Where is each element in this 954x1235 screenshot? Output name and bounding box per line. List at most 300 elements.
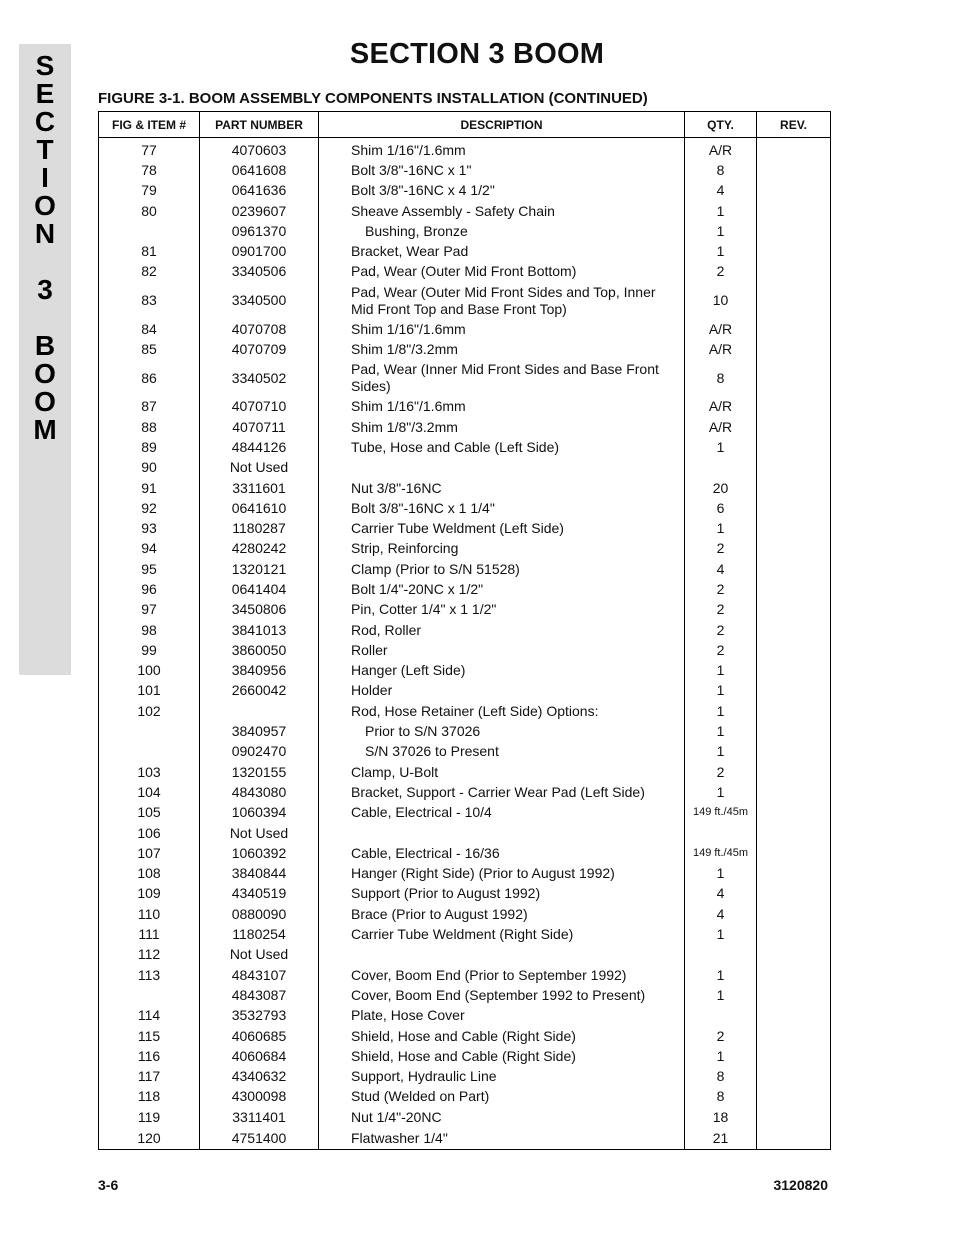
qty-cell	[685, 458, 757, 478]
qty-cell: 1	[685, 1046, 757, 1066]
rev-cell	[757, 437, 831, 457]
description-cell: Shim 1/8"/3.2mm	[319, 339, 685, 359]
description-cell: Shim 1/16"/1.6mm	[319, 138, 685, 161]
qty-cell: A/R	[685, 339, 757, 359]
description-cell: Pad, Wear (Inner Mid Front Sides and Base Front Sides)	[319, 360, 685, 397]
table-row	[99, 640, 831, 660]
part-number-cell: 1320155	[200, 762, 319, 782]
fig-item-cell: 109	[99, 884, 200, 904]
section-title: SECTION 3 BOOM	[349, 38, 605, 70]
part-number-cell: 3340502	[200, 360, 319, 397]
table-row	[99, 924, 831, 944]
rev-cell	[757, 518, 831, 538]
table-row	[99, 138, 831, 161]
fig-item-cell: 115	[99, 1026, 200, 1046]
fig-item-cell: 94	[99, 539, 200, 559]
fig-item-cell: 80	[99, 201, 200, 221]
qty-cell: 1	[685, 965, 757, 985]
table-row	[99, 518, 831, 538]
part-number-cell: 4070708	[200, 319, 319, 339]
side-tab-letter: I	[41, 162, 49, 193]
table-row	[99, 985, 831, 1005]
description-cell: Bolt 3/8"-16NC x 1"	[319, 160, 685, 180]
fig-item-cell: 101	[99, 681, 200, 701]
part-number-cell: 0902470	[200, 742, 319, 762]
fig-item-cell: 119	[99, 1107, 200, 1127]
rev-cell	[757, 458, 831, 478]
part-number-cell: 4843107	[200, 965, 319, 985]
side-tab-letter: E	[35, 78, 55, 109]
description-cell: Hanger (Left Side)	[319, 661, 685, 681]
table-row	[99, 181, 831, 201]
part-number-cell: 4340519	[200, 884, 319, 904]
table-row	[99, 241, 831, 261]
page-number: 3-6	[98, 1177, 119, 1193]
rev-cell	[757, 864, 831, 884]
fig-item-cell: 87	[99, 397, 200, 417]
description-cell: Prior to S/N 37026	[319, 721, 685, 741]
part-number-cell: 4844126	[200, 437, 319, 457]
qty-cell: A/R	[685, 397, 757, 417]
part-number-cell: 4060684	[200, 1046, 319, 1066]
fig-item-cell: 102	[99, 701, 200, 721]
table-row	[99, 417, 831, 437]
table-row	[99, 339, 831, 359]
qty-cell: 2	[685, 262, 757, 282]
part-number-cell: 0641636	[200, 181, 319, 201]
description-cell: Pad, Wear (Outer Mid Front Bottom)	[319, 262, 685, 282]
qty-cell	[685, 1006, 757, 1026]
qty-cell: 1	[685, 742, 757, 762]
fig-item-cell	[99, 221, 200, 241]
qty-cell: 1	[685, 241, 757, 261]
qty-cell: 2	[685, 539, 757, 559]
qty-cell	[685, 945, 757, 965]
qty-cell: 6	[685, 498, 757, 518]
table-row	[99, 559, 831, 579]
fig-item-cell: 108	[99, 864, 200, 884]
table-row	[99, 945, 831, 965]
qty-cell: 149 ft./45m	[685, 843, 757, 863]
description-cell: Nut 1/4"-20NC	[319, 1107, 685, 1127]
table-row	[99, 884, 831, 904]
part-number-cell: 3311401	[200, 1107, 319, 1127]
rev-cell	[757, 823, 831, 843]
rev-cell	[757, 661, 831, 681]
fig-item-cell: 82	[99, 262, 200, 282]
part-number-cell: Not Used	[200, 823, 319, 843]
fig-item-cell: 110	[99, 904, 200, 924]
rev-cell	[757, 681, 831, 701]
rev-cell	[757, 360, 831, 397]
part-number-cell: 3532793	[200, 1006, 319, 1026]
part-number-cell: 0239607	[200, 201, 319, 221]
table-row	[99, 843, 831, 863]
rev-cell	[757, 924, 831, 944]
rev-cell	[757, 559, 831, 579]
qty-cell: 1	[685, 701, 757, 721]
qty-cell: A/R	[685, 138, 757, 161]
part-number-cell: 3841013	[200, 620, 319, 640]
description-cell: Cover, Boom End (Prior to September 1992)	[319, 965, 685, 985]
part-number-cell: 4070603	[200, 138, 319, 161]
description-cell: Support, Hydraulic Line	[319, 1066, 685, 1086]
part-number-cell: 3840844	[200, 864, 319, 884]
rev-cell	[757, 339, 831, 359]
description-cell: Cable, Electrical - 10/4	[319, 803, 685, 823]
description-cell: Shim 1/8"/3.2mm	[319, 417, 685, 437]
rev-cell	[757, 600, 831, 620]
rev-cell	[757, 742, 831, 762]
table-row	[99, 904, 831, 924]
description-cell: Bolt 3/8"-16NC x 1 1/4"	[319, 498, 685, 518]
fig-item-cell	[99, 742, 200, 762]
rev-cell	[757, 884, 831, 904]
description-cell: Support (Prior to August 1992)	[319, 884, 685, 904]
description-cell: Carrier Tube Weldment (Left Side)	[319, 518, 685, 538]
description-cell: Cable, Electrical - 16/36	[319, 843, 685, 863]
part-number-cell: 0880090	[200, 904, 319, 924]
fig-item-cell: 111	[99, 924, 200, 944]
rev-cell	[757, 1127, 831, 1150]
qty-cell: 8	[685, 1066, 757, 1086]
part-number-cell: Not Used	[200, 945, 319, 965]
table-row	[99, 319, 831, 339]
description-cell: Strip, Reinforcing	[319, 539, 685, 559]
table-row	[99, 458, 831, 478]
rev-cell	[757, 1046, 831, 1066]
figure-title: FIGURE 3-1. BOOM ASSEMBLY COMPONENTS INSTALLATION (CONTINUED)	[98, 90, 648, 107]
part-number-cell: 3840957	[200, 721, 319, 741]
table-row	[99, 803, 831, 823]
part-number-cell: 3450806	[200, 600, 319, 620]
part-number-cell: 4070710	[200, 397, 319, 417]
fig-item-cell: 112	[99, 945, 200, 965]
fig-item-cell: 84	[99, 319, 200, 339]
fig-item-cell: 103	[99, 762, 200, 782]
rev-cell	[757, 803, 831, 823]
description-cell: Rod, Roller	[319, 620, 685, 640]
parts-table	[98, 111, 831, 1150]
rev-cell	[757, 539, 831, 559]
table-row	[99, 823, 831, 843]
rev-cell	[757, 319, 831, 339]
description-cell	[319, 945, 685, 965]
parts-table-header	[99, 112, 831, 138]
table-row	[99, 579, 831, 599]
description-cell: Pin, Cotter 1/4" x 1 1/2"	[319, 600, 685, 620]
qty-cell	[685, 823, 757, 843]
part-number-cell: 4280242	[200, 539, 319, 559]
section-side-tab	[19, 44, 71, 675]
table-row	[99, 1087, 831, 1107]
description-cell: Carrier Tube Weldment (Right Side)	[319, 924, 685, 944]
qty-cell: 10	[685, 282, 757, 319]
rev-cell	[757, 579, 831, 599]
description-cell: Stud (Welded on Part)	[319, 1087, 685, 1107]
part-number-cell: 0641610	[200, 498, 319, 518]
fig-item-cell: 81	[99, 241, 200, 261]
rev-cell	[757, 843, 831, 863]
table-row	[99, 160, 831, 180]
table-row	[99, 620, 831, 640]
description-cell: Bracket, Wear Pad	[319, 241, 685, 261]
fig-item-cell	[99, 985, 200, 1005]
table-row	[99, 360, 831, 397]
table-row	[99, 1006, 831, 1026]
fig-item-cell: 117	[99, 1066, 200, 1086]
fig-item-cell: 100	[99, 661, 200, 681]
qty-cell: 1	[685, 201, 757, 221]
fig-item-cell: 90	[99, 458, 200, 478]
description-cell: S/N 37026 to Present	[319, 742, 685, 762]
fig-item-cell: 79	[99, 181, 200, 201]
part-number-cell: 4070711	[200, 417, 319, 437]
table-row	[99, 478, 831, 498]
fig-item-cell: 83	[99, 282, 200, 319]
side-tab-letter: O	[34, 386, 56, 417]
rev-cell	[757, 904, 831, 924]
qty-cell: 20	[685, 478, 757, 498]
qty-cell: 21	[685, 1127, 757, 1150]
part-number-cell: 4843080	[200, 782, 319, 802]
part-number-cell: 0901700	[200, 241, 319, 261]
fig-item-cell: 99	[99, 640, 200, 660]
description-cell: Bushing, Bronze	[319, 221, 685, 241]
fig-item-cell: 118	[99, 1087, 200, 1107]
table-row	[99, 282, 831, 319]
description-cell: Nut 3/8"-16NC	[319, 478, 685, 498]
description-cell: Holder	[319, 681, 685, 701]
fig-item-cell: 107	[99, 843, 200, 863]
qty-cell: 2	[685, 579, 757, 599]
description-cell: Bracket, Support - Carrier Wear Pad (Left Side)	[319, 782, 685, 802]
fig-item-cell: 89	[99, 437, 200, 457]
rev-cell	[757, 397, 831, 417]
qty-cell: 2	[685, 640, 757, 660]
rev-cell	[757, 701, 831, 721]
side-tab-letter: O	[34, 190, 56, 221]
side-tab-letter: N	[34, 218, 56, 249]
qty-cell: 1	[685, 437, 757, 457]
qty-cell: 8	[685, 1087, 757, 1107]
description-cell: Rod, Hose Retainer (Left Side) Options:	[319, 701, 685, 721]
side-tab-letter: O	[34, 358, 56, 389]
qty-cell: 2	[685, 600, 757, 620]
description-cell: Plate, Hose Cover	[319, 1006, 685, 1026]
part-number-cell: 3311601	[200, 478, 319, 498]
column-header-rev: REV.	[757, 112, 831, 138]
fig-item-cell: 113	[99, 965, 200, 985]
qty-cell: 1	[685, 681, 757, 701]
qty-cell: 1	[685, 721, 757, 741]
qty-cell: 18	[685, 1107, 757, 1127]
table-row	[99, 437, 831, 457]
qty-cell: 1	[685, 782, 757, 802]
description-cell: Bolt 1/4"-20NC x 1/2"	[319, 579, 685, 599]
rev-cell	[757, 965, 831, 985]
table-row	[99, 1107, 831, 1127]
fig-item-cell: 116	[99, 1046, 200, 1066]
qty-cell: 8	[685, 360, 757, 397]
part-number-cell: Not Used	[200, 458, 319, 478]
table-row	[99, 742, 831, 762]
rev-cell	[757, 201, 831, 221]
qty-cell: 4	[685, 904, 757, 924]
rev-cell	[757, 181, 831, 201]
part-number-cell: 4070709	[200, 339, 319, 359]
table-row	[99, 1046, 831, 1066]
description-cell: Hanger (Right Side) (Prior to August 1992)	[319, 864, 685, 884]
rev-cell	[757, 640, 831, 660]
rev-cell	[757, 985, 831, 1005]
part-number-cell: 4060685	[200, 1026, 319, 1046]
description-cell: Roller	[319, 640, 685, 660]
column-header-description: DESCRIPTION	[319, 112, 685, 138]
fig-item-cell: 95	[99, 559, 200, 579]
description-cell: Shim 1/16"/1.6mm	[319, 397, 685, 417]
fig-item-cell: 104	[99, 782, 200, 802]
parts-table-body	[99, 138, 831, 1150]
fig-item-cell: 114	[99, 1006, 200, 1026]
description-cell: Shield, Hose and Cable (Right Side)	[319, 1026, 685, 1046]
fig-item-cell: 86	[99, 360, 200, 397]
fig-item-cell: 106	[99, 823, 200, 843]
table-row	[99, 201, 831, 221]
part-number-cell: 1320121	[200, 559, 319, 579]
description-cell: Clamp, U-Bolt	[319, 762, 685, 782]
table-row	[99, 782, 831, 802]
qty-cell: 4	[685, 884, 757, 904]
fig-item-cell: 120	[99, 1127, 200, 1150]
description-cell: Tube, Hose and Cable (Left Side)	[319, 437, 685, 457]
qty-cell: 1	[685, 661, 757, 681]
description-cell	[319, 458, 685, 478]
part-number-cell: 4340632	[200, 1066, 319, 1086]
table-row	[99, 539, 831, 559]
rev-cell	[757, 478, 831, 498]
qty-cell: A/R	[685, 417, 757, 437]
fig-item-cell: 77	[99, 138, 200, 161]
column-header-part-number: PART NUMBER	[200, 112, 319, 138]
table-row	[99, 1066, 831, 1086]
rev-cell	[757, 1107, 831, 1127]
rev-cell	[757, 498, 831, 518]
table-row	[99, 1127, 831, 1150]
qty-cell: 2	[685, 1026, 757, 1046]
fig-item-cell: 78	[99, 160, 200, 180]
part-number-cell: 1180287	[200, 518, 319, 538]
qty-cell: 4	[685, 181, 757, 201]
side-tab-letter: 3	[37, 274, 53, 305]
fig-item-cell: 88	[99, 417, 200, 437]
table-row	[99, 221, 831, 241]
fig-item-cell	[99, 721, 200, 741]
description-cell: Flatwasher 1/4"	[319, 1127, 685, 1150]
rev-cell	[757, 221, 831, 241]
qty-cell: 1	[685, 864, 757, 884]
qty-cell: 2	[685, 620, 757, 640]
fig-item-cell: 93	[99, 518, 200, 538]
rev-cell	[757, 620, 831, 640]
fig-item-cell: 92	[99, 498, 200, 518]
qty-cell: A/R	[685, 319, 757, 339]
rev-cell	[757, 160, 831, 180]
part-number-cell: 4843087	[200, 985, 319, 1005]
part-number-cell: 3860050	[200, 640, 319, 660]
table-row	[99, 262, 831, 282]
table-row	[99, 397, 831, 417]
description-cell: Shield, Hose and Cable (Right Side)	[319, 1046, 685, 1066]
qty-cell: 2	[685, 762, 757, 782]
fig-item-cell: 98	[99, 620, 200, 640]
document-number: 3120820	[773, 1177, 828, 1193]
part-number-cell	[200, 701, 319, 721]
table-row	[99, 721, 831, 741]
table-row	[99, 965, 831, 985]
qty-cell: 1	[685, 221, 757, 241]
part-number-cell: 4751400	[200, 1127, 319, 1150]
qty-cell: 149 ft./45m	[685, 803, 757, 823]
description-cell	[319, 823, 685, 843]
table-row	[99, 600, 831, 620]
description-cell: Sheave Assembly - Safety Chain	[319, 201, 685, 221]
side-tab-letter: C	[34, 106, 56, 137]
qty-cell: 1	[685, 985, 757, 1005]
fig-item-cell: 97	[99, 600, 200, 620]
description-cell: Bolt 3/8"-16NC x 4 1/2"	[319, 181, 685, 201]
part-number-cell: 0641608	[200, 160, 319, 180]
rev-cell	[757, 721, 831, 741]
description-cell: Pad, Wear (Outer Mid Front Sides and Top, Inner Mid Front Top and Base Front Top)	[319, 282, 685, 319]
table-row	[99, 1026, 831, 1046]
qty-cell: 4	[685, 559, 757, 579]
description-cell: Brace (Prior to August 1992)	[319, 904, 685, 924]
rev-cell	[757, 945, 831, 965]
part-number-cell: 0961370	[200, 221, 319, 241]
table-row	[99, 681, 831, 701]
side-tab-letter: S	[35, 50, 55, 81]
side-tab-letter: B	[34, 330, 56, 361]
rev-cell	[757, 1087, 831, 1107]
rev-cell	[757, 782, 831, 802]
table-row	[99, 701, 831, 721]
rev-cell	[757, 417, 831, 437]
part-number-cell: 1060392	[200, 843, 319, 863]
part-number-cell: 2660042	[200, 681, 319, 701]
rev-cell	[757, 241, 831, 261]
rev-cell	[757, 762, 831, 782]
fig-item-cell: 91	[99, 478, 200, 498]
qty-cell: 8	[685, 160, 757, 180]
rev-cell	[757, 1066, 831, 1086]
description-cell: Cover, Boom End (September 1992 to Present)	[319, 985, 685, 1005]
part-number-cell: 0641404	[200, 579, 319, 599]
description-cell: Shim 1/16"/1.6mm	[319, 319, 685, 339]
rev-cell	[757, 282, 831, 319]
part-number-cell: 1180254	[200, 924, 319, 944]
part-number-cell: 1060394	[200, 803, 319, 823]
table-row	[99, 762, 831, 782]
fig-item-cell: 105	[99, 803, 200, 823]
fig-item-cell: 85	[99, 339, 200, 359]
rev-cell	[757, 1006, 831, 1026]
fig-item-cell: 96	[99, 579, 200, 599]
part-number-cell: 3340506	[200, 262, 319, 282]
part-number-cell: 4300098	[200, 1087, 319, 1107]
description-cell: Clamp (Prior to S/N 51528)	[319, 559, 685, 579]
rev-cell	[757, 138, 831, 161]
